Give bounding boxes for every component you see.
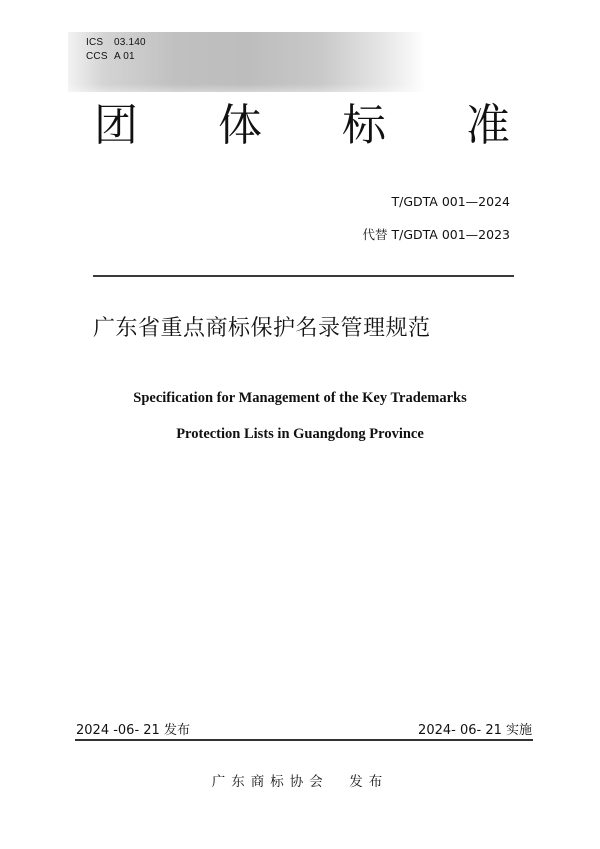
ics-value: 03.140 [114,37,146,48]
standard-number: T/GDTA 001—2024 [391,194,510,209]
implementation-date: 2024- 06- 21 实施 [418,723,532,738]
date-divider [75,739,533,741]
ics-code-line [86,37,146,49]
title-divider [93,275,514,277]
chinese-title: 广东省重点商标保护名录管理规范 [93,316,431,341]
heading-char-3: 标 [342,100,386,151]
publisher: 广东商标协会 发布 [211,774,389,790]
ccs-code-line [86,51,135,63]
ics-label: ICS [86,37,104,48]
standard-type-heading [0,96,600,156]
english-title-line-2: Protection Lists in Guangdong Province [176,426,424,442]
ccs-label: CCS [86,51,108,62]
heading-char-4: 准 [466,100,510,151]
replaced-standard-number: 代替 T/GDTA 001—2023 [362,227,510,242]
ccs-value: A 01 [114,51,135,62]
english-title-line-1: Specification for Management of the Key Trademarks [133,390,467,406]
heading-char-1: 团 [94,100,138,151]
heading-char-2: 体 [218,100,262,151]
release-date: 2024 -06- 21 发布 [76,723,190,738]
